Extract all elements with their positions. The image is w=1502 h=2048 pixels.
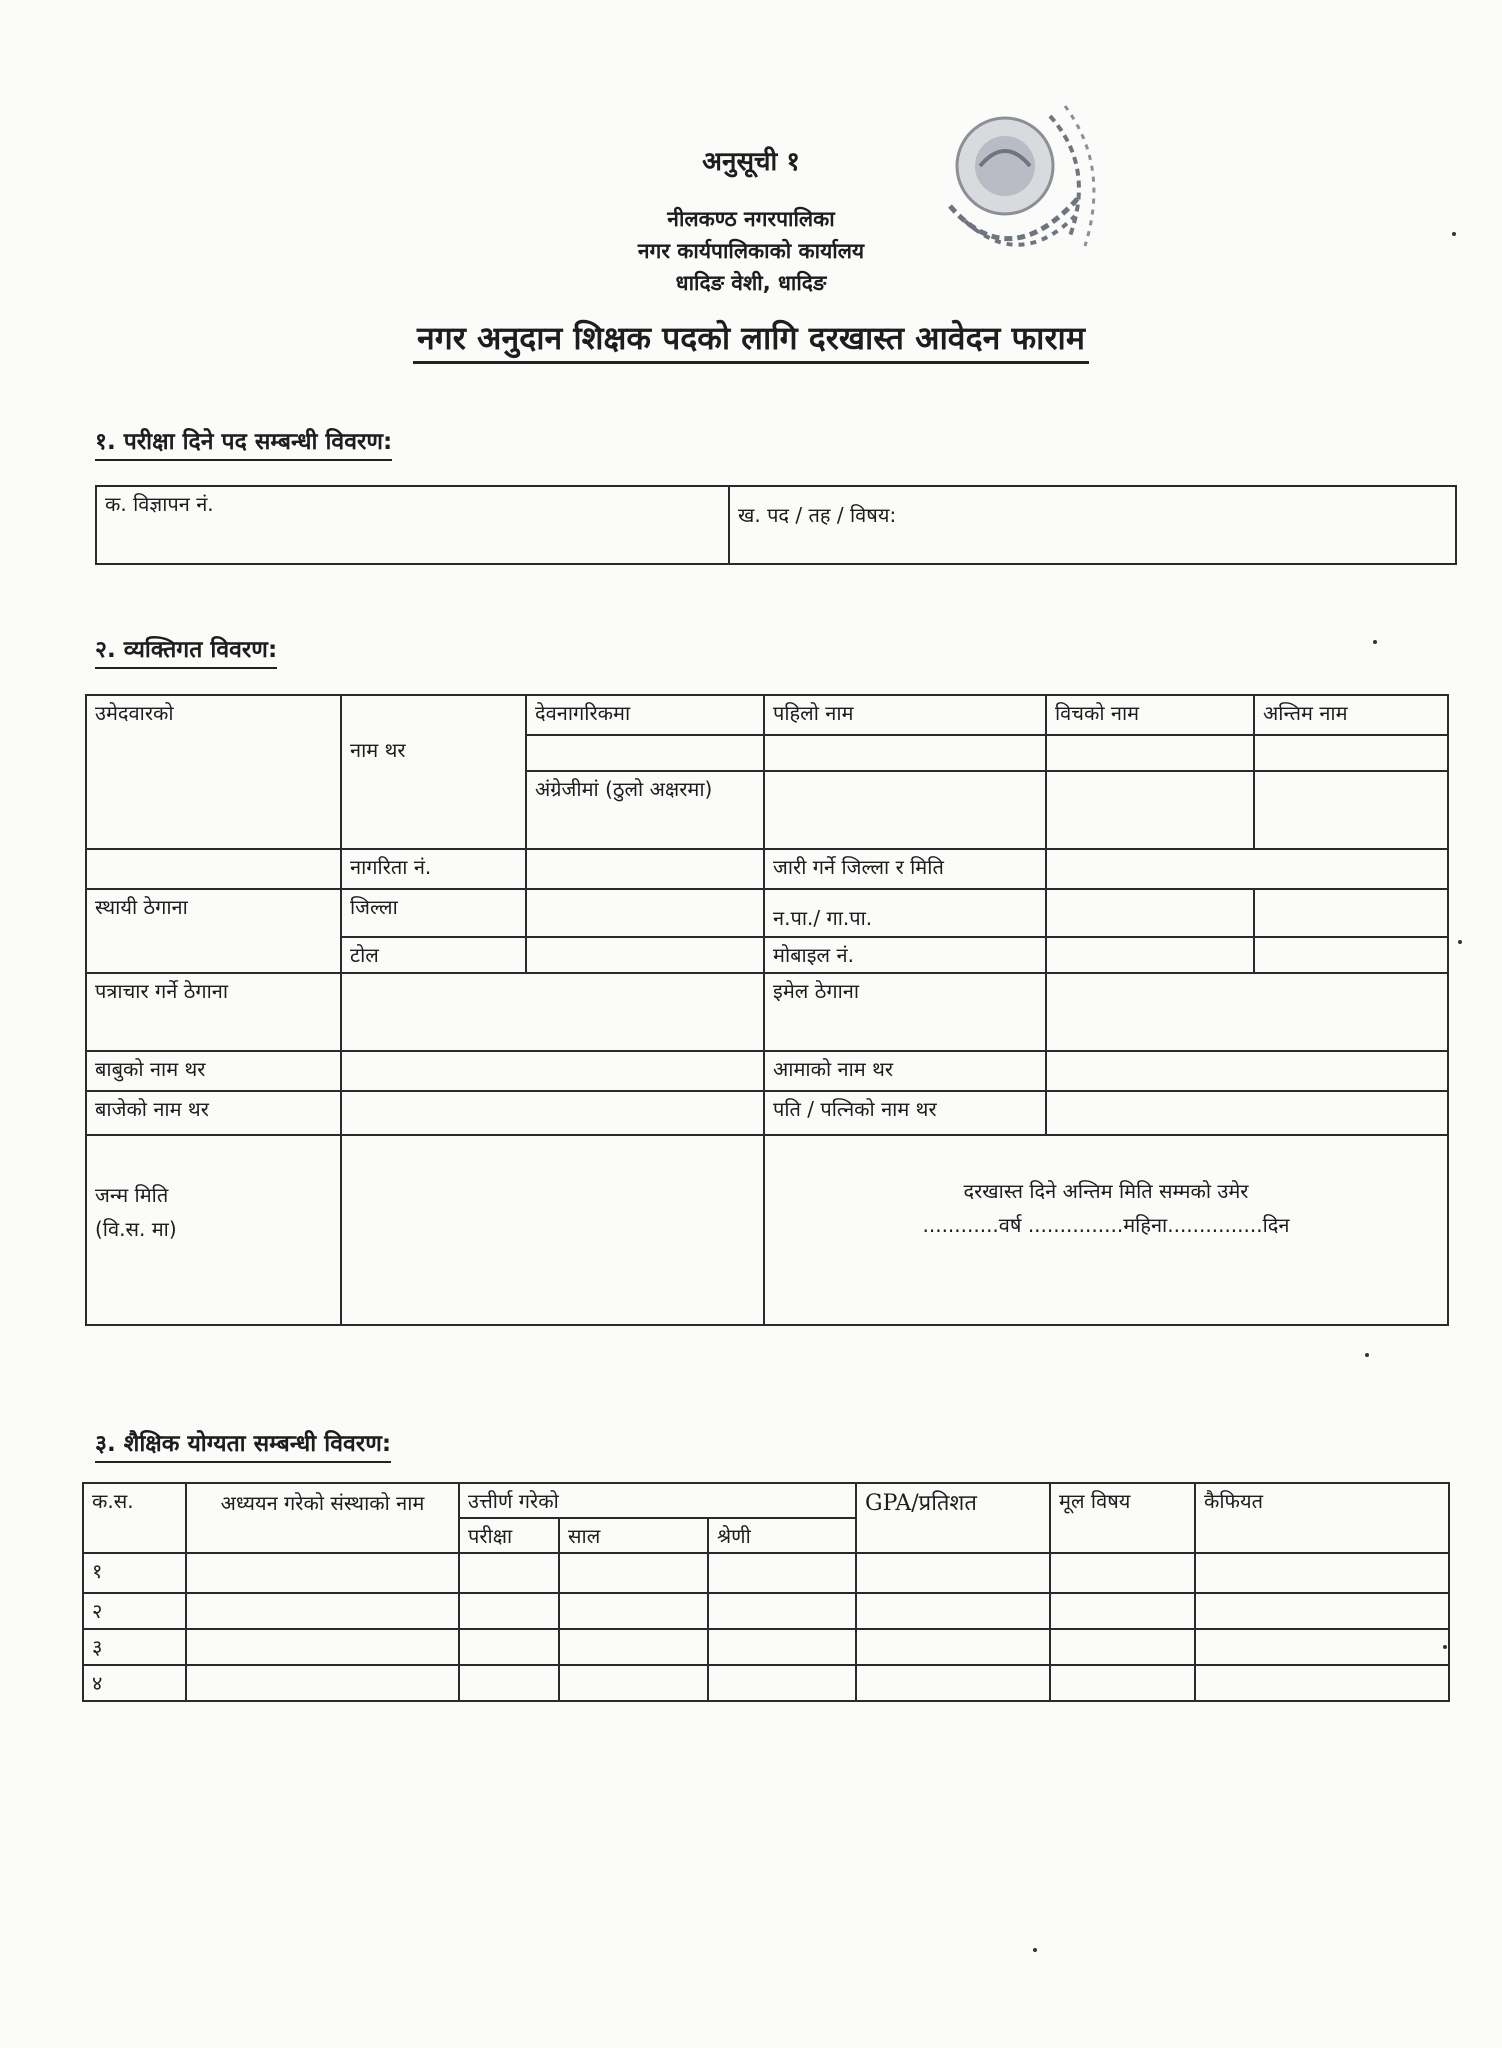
section2-heading: २. व्यक्तिगत विवरण: <box>95 632 277 664</box>
district-input[interactable] <box>526 889 764 937</box>
municipality-name: नीलकण्ठ नगरपालिका <box>667 207 835 231</box>
office-address: धादिङ वेशी, धादिङ <box>675 271 827 295</box>
devanagari-spacer <box>526 735 764 771</box>
year-header: साल <box>559 1518 708 1553</box>
first-name-devanagari-input[interactable] <box>764 735 1046 771</box>
email-input[interactable] <box>1046 973 1448 1051</box>
remarks-cell[interactable] <box>1195 1553 1449 1593</box>
citizenship-number-input[interactable] <box>526 849 764 889</box>
table-row <box>83 1593 1449 1629</box>
year-cell[interactable] <box>559 1665 708 1701</box>
permanent-address-label: स्थायी ठेगाना <box>86 889 341 973</box>
gpa-header: GPA/प्रतिशत <box>856 1483 1050 1553</box>
scan-speck <box>1373 640 1377 644</box>
last-name-english-input[interactable] <box>1254 771 1448 849</box>
division-cell[interactable] <box>708 1665 856 1701</box>
municipality-label: न.पा./ गा.पा. <box>764 889 1046 937</box>
grandfather-name-label: बाजेको नाम थर <box>86 1091 341 1135</box>
correspondence-address-input[interactable] <box>341 973 764 1051</box>
gpa-cell[interactable] <box>856 1629 1050 1665</box>
division-cell[interactable] <box>708 1629 856 1665</box>
exam-cell[interactable] <box>459 1593 559 1629</box>
education-table <box>82 1482 1450 1702</box>
dob-label: जन्म मिति <box>95 1183 169 1207</box>
last-name-label: अन्तिम नाम <box>1254 695 1448 735</box>
personal-details-table <box>85 694 1449 1326</box>
citizenship-number-label: नागरिता नं. <box>341 849 526 889</box>
table-row <box>83 1665 1449 1701</box>
sn-header: क.स. <box>83 1483 186 1553</box>
mother-name-input[interactable] <box>1046 1051 1448 1091</box>
english-caps-label: अंग्रेजीमां (ठुलो अक्षरमा) <box>526 771 764 849</box>
gpa-cell[interactable] <box>856 1593 1050 1629</box>
office-seal-stamp <box>910 96 1110 286</box>
institution-header: अध्ययन गरेको संस्थाको नाम <box>186 1483 459 1553</box>
table-row <box>83 1553 1449 1593</box>
first-name-english-input[interactable] <box>764 771 1046 849</box>
municipality-input[interactable] <box>1046 889 1254 937</box>
gpa-cell[interactable] <box>856 1553 1050 1593</box>
email-label: इमेल ठेगाना <box>764 973 1046 1051</box>
year-cell[interactable] <box>559 1629 708 1665</box>
advertisement-number-field[interactable] <box>96 486 729 564</box>
post-details-table <box>95 485 1457 565</box>
mobile-input[interactable] <box>1046 937 1254 973</box>
age-label: दरखास्त दिने अन्तिम मिति सम्मको उमेर <box>963 1179 1249 1203</box>
devanagari-label: देवनागरिकमा <box>526 695 764 735</box>
scan-speck <box>1365 1353 1369 1357</box>
subject-cell[interactable] <box>1050 1593 1195 1629</box>
institution-cell[interactable] <box>186 1593 459 1629</box>
exam-cell[interactable] <box>459 1553 559 1593</box>
post-level-subject-label: ख. पद / तह / विषय: <box>738 503 897 527</box>
spouse-name-input[interactable] <box>1046 1091 1448 1135</box>
office-name: नगर कार्यपालिकाको कार्यालय <box>637 239 865 263</box>
institution-cell[interactable] <box>186 1665 459 1701</box>
tole-input[interactable] <box>526 937 764 973</box>
exam-cell[interactable] <box>459 1629 559 1665</box>
table-row <box>83 1629 1449 1665</box>
subject-cell[interactable] <box>1050 1553 1195 1593</box>
remarks-cell[interactable] <box>1195 1629 1449 1665</box>
middle-name-english-input[interactable] <box>1046 771 1254 849</box>
gpa-cell[interactable] <box>856 1665 1050 1701</box>
remarks-cell[interactable] <box>1195 1593 1449 1629</box>
scan-speck <box>1033 1948 1037 1952</box>
mobile-extra-input[interactable] <box>1254 937 1448 973</box>
annex-label: अनुसूची १ <box>702 147 800 177</box>
spouse-name-label: पति / पत्निको नाम थर <box>764 1091 1046 1135</box>
section1-heading: १. परीक्षा दिने पद सम्बन्धी विवरण: <box>95 424 392 456</box>
year-cell[interactable] <box>559 1593 708 1629</box>
father-name-label: बाबुको नाम थर <box>86 1051 341 1091</box>
father-name-input[interactable] <box>341 1051 764 1091</box>
division-cell[interactable] <box>708 1553 856 1593</box>
candidate-label: उमेदवारको <box>86 695 341 849</box>
remarks-cell[interactable] <box>1195 1665 1449 1701</box>
division-cell[interactable] <box>708 1593 856 1629</box>
age-fill-line: ............वर्ष ...............महिना...............दिन <box>922 1213 1290 1237</box>
middle-name-devanagari-input[interactable] <box>1046 735 1254 771</box>
first-name-label: पहिलो नाम <box>764 695 1046 735</box>
tole-label: टोल <box>341 937 526 973</box>
exam-cell[interactable] <box>459 1665 559 1701</box>
row-number: २ <box>83 1593 186 1629</box>
row-number: १ <box>83 1553 186 1593</box>
institution-cell[interactable] <box>186 1553 459 1593</box>
main-subject-header: मूल विषय <box>1050 1483 1195 1553</box>
middle-name-label: विचको नाम <box>1046 695 1254 735</box>
remarks-header: कैफियत <box>1195 1483 1449 1553</box>
candidate-spacer <box>86 849 341 889</box>
institution-cell[interactable] <box>186 1629 459 1665</box>
row-number: ३ <box>83 1629 186 1665</box>
last-name-devanagari-input[interactable] <box>1254 735 1448 771</box>
form-title: नगर अनुदान शिक्षक पदको लागि दरखास्त आवेदन फाराम <box>0 316 1502 359</box>
scan-speck <box>1443 1645 1447 1649</box>
name-surname-label: नाम थर <box>341 695 526 849</box>
post-level-subject-field[interactable] <box>729 486 1456 564</box>
ward-input[interactable] <box>1254 889 1448 937</box>
age-cell[interactable] <box>764 1135 1448 1325</box>
row-number: ४ <box>83 1665 186 1701</box>
district-label: जिल्ला <box>341 889 526 937</box>
scan-speck <box>1452 232 1456 236</box>
year-cell[interactable] <box>559 1553 708 1593</box>
division-header: श्रेणी <box>708 1518 856 1553</box>
section3-heading: ३. शैक्षिक योग्यता सम्बन्धी विवरण: <box>95 1426 391 1458</box>
mother-name-label: आमाको नाम थर <box>764 1051 1046 1091</box>
issue-district-date-label: जारी गर्ने जिल्ला र मिति <box>764 849 1046 889</box>
issue-district-date-input[interactable] <box>1046 849 1448 889</box>
passed-header: उत्तीर्ण गरेको <box>459 1483 856 1518</box>
advertisement-number-label: क. विज्ञापन नं. <box>105 492 214 516</box>
dob-input[interactable] <box>341 1135 764 1325</box>
subject-cell[interactable] <box>1050 1629 1195 1665</box>
subject-cell[interactable] <box>1050 1665 1195 1701</box>
grandfather-name-input[interactable] <box>341 1091 764 1135</box>
correspondence-address-label: पत्राचार गर्ने ठेगाना <box>86 973 341 1051</box>
dob-cell <box>86 1135 341 1325</box>
dob-unit-label: (वि.स. मा) <box>95 1217 177 1241</box>
mobile-label: मोबाइल नं. <box>764 937 1046 973</box>
exam-header: परीक्षा <box>459 1518 559 1553</box>
scan-speck <box>1458 940 1462 944</box>
